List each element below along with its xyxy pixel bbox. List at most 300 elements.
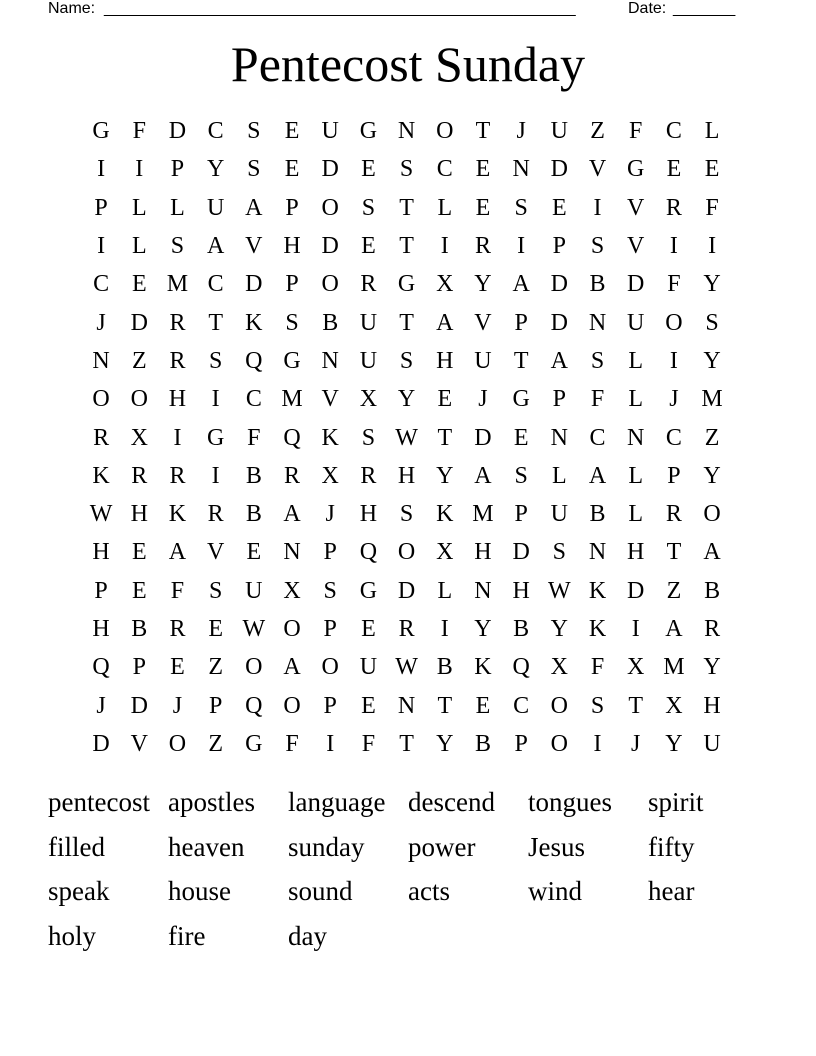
grid-letter[interactable]: Z xyxy=(208,654,223,681)
grid-letter[interactable]: O xyxy=(321,271,339,298)
grid-letter[interactable]: D xyxy=(397,577,416,604)
grid-letter[interactable]: N xyxy=(512,156,530,183)
grid-letter[interactable]: H xyxy=(627,539,645,566)
grid-letter[interactable]: L xyxy=(628,386,644,413)
grid-letter[interactable]: J xyxy=(669,386,679,413)
grid-letter[interactable]: E xyxy=(475,692,491,719)
grid-letter[interactable]: R xyxy=(704,616,721,642)
grid-letter[interactable]: Q xyxy=(283,424,301,451)
grid-letter[interactable]: B xyxy=(245,462,262,489)
grid-letter[interactable]: E xyxy=(131,539,147,566)
grid-letter[interactable]: J xyxy=(172,692,183,719)
grid-letter[interactable]: G xyxy=(359,118,378,145)
grid-letter[interactable]: B xyxy=(131,616,148,642)
grid-letter[interactable]: Y xyxy=(665,730,683,757)
grid-letter[interactable]: U xyxy=(703,730,721,757)
grid-letter[interactable]: P xyxy=(285,271,299,298)
grid-letter[interactable]: T xyxy=(437,424,453,451)
grid-letter[interactable]: P xyxy=(94,194,108,221)
grid-letter[interactable]: I xyxy=(135,156,144,183)
grid-letter[interactable]: L xyxy=(628,501,644,528)
grid-letter[interactable]: I xyxy=(173,424,182,451)
grid-letter[interactable]: K xyxy=(588,577,607,604)
grid-letter[interactable]: F xyxy=(629,118,643,145)
grid-letter[interactable]: S xyxy=(247,156,261,183)
grid-letter[interactable]: A xyxy=(474,462,492,489)
grid-letter[interactable]: D xyxy=(627,271,645,298)
date-field[interactable]: _______ xyxy=(673,0,736,17)
grid-row xyxy=(82,380,731,418)
grid-letter[interactable]: N xyxy=(397,118,416,145)
grid-letter[interactable]: E xyxy=(361,233,376,260)
grid-letter[interactable]: O xyxy=(703,501,721,528)
word-list-row xyxy=(48,869,768,914)
grid-letter[interactable]: X xyxy=(436,271,454,298)
grid-letter[interactable]: P xyxy=(285,194,299,221)
grid-letter[interactable]: A xyxy=(436,309,454,336)
grid-letter[interactable]: P xyxy=(552,233,567,260)
grid-letter[interactable]: S xyxy=(590,347,605,374)
grid-letter[interactable]: A xyxy=(245,194,263,221)
grid-letter[interactable]: K xyxy=(321,424,339,451)
grid-letter[interactable]: S xyxy=(399,501,414,528)
grid-letter[interactable]: O xyxy=(550,692,569,719)
name-field[interactable]: _____________________________________________________ xyxy=(104,0,576,17)
grid-letter[interactable]: K xyxy=(92,462,110,489)
grid-letter[interactable]: X xyxy=(627,654,645,681)
grid-letter[interactable]: R xyxy=(474,233,491,260)
grid-letter[interactable]: T xyxy=(399,730,414,757)
grid-letter[interactable]: A xyxy=(283,501,301,528)
grid-letter[interactable]: C xyxy=(436,156,453,183)
grid-letter[interactable]: G xyxy=(627,156,645,183)
grid-letter[interactable]: X xyxy=(550,654,569,681)
grid-letter[interactable]: C xyxy=(589,424,606,451)
grid-letter[interactable]: E xyxy=(361,692,376,719)
grid-letter[interactable]: H xyxy=(168,386,187,413)
grid-letter[interactable]: G xyxy=(206,424,225,451)
grid-letter[interactable]: S xyxy=(552,539,567,566)
grid-letter[interactable]: P xyxy=(514,730,528,757)
grid-letter[interactable]: A xyxy=(665,616,683,642)
grid-letter[interactable]: Y xyxy=(703,271,721,298)
grid-letter[interactable]: S xyxy=(514,462,528,489)
grid-letter[interactable]: L xyxy=(131,194,147,221)
grid-letter[interactable]: V xyxy=(474,309,492,336)
grid-letter[interactable]: P xyxy=(667,462,681,489)
grid-letter[interactable]: C xyxy=(665,424,682,451)
grid-letter[interactable]: D xyxy=(627,577,645,604)
grid-letter[interactable]: S xyxy=(323,577,337,604)
grid-letter[interactable]: W xyxy=(89,501,113,528)
grid-letter[interactable]: U xyxy=(321,118,339,145)
grid-letter[interactable]: Y xyxy=(436,462,454,489)
grid-letter[interactable]: X xyxy=(665,692,683,719)
grid-letter[interactable]: I xyxy=(97,156,106,183)
grid-letter[interactable]: I xyxy=(593,730,602,757)
grid-letter[interactable]: T xyxy=(628,692,644,719)
grid-letter[interactable]: E xyxy=(552,194,567,221)
word-list-item: house xyxy=(168,876,231,907)
grid-letter[interactable]: I xyxy=(708,233,717,260)
grid-letter[interactable]: S xyxy=(590,692,605,719)
grid-letter[interactable]: V xyxy=(130,730,148,757)
grid-letter[interactable]: J xyxy=(96,309,106,336)
grid-letter[interactable]: K xyxy=(168,501,187,528)
grid-letter[interactable]: E xyxy=(704,156,720,183)
grid-letter[interactable]: P xyxy=(552,386,567,413)
grid-letter[interactable]: X xyxy=(283,577,301,604)
grid-letter[interactable]: R xyxy=(398,616,415,642)
grid-letter[interactable]: N xyxy=(588,309,607,336)
grid-letter[interactable]: B xyxy=(589,501,606,528)
grid-letter[interactable]: R xyxy=(665,501,682,528)
grid-letter[interactable]: O xyxy=(168,730,187,757)
grid-letter[interactable]: I xyxy=(211,462,220,489)
grid-letter[interactable]: M xyxy=(701,386,723,413)
grid-letter[interactable]: R xyxy=(207,501,224,528)
grid-letter[interactable]: J xyxy=(631,730,641,757)
grid-letter[interactable]: D xyxy=(550,271,569,298)
grid-letter[interactable]: O xyxy=(321,194,339,221)
word-list-row xyxy=(48,825,768,870)
grid-letter[interactable]: S xyxy=(361,424,376,451)
grid-letter[interactable]: K xyxy=(588,616,607,642)
grid-letter[interactable]: T xyxy=(513,347,529,374)
grid-letter[interactable]: L xyxy=(628,462,644,489)
grid-letter[interactable]: I xyxy=(440,233,449,260)
grid-letter[interactable]: S xyxy=(590,233,605,260)
grid-letter[interactable]: R xyxy=(169,347,186,374)
grid-letter[interactable]: M xyxy=(166,271,189,298)
grid-letter[interactable]: C xyxy=(207,118,224,145)
grid-letter[interactable]: H xyxy=(474,539,492,566)
grid-letter[interactable]: H xyxy=(92,539,110,566)
grid-letter[interactable]: Q xyxy=(512,654,530,681)
grid-letter[interactable]: C xyxy=(513,692,530,719)
grid-letter[interactable]: U xyxy=(359,347,378,374)
word-list-item: language xyxy=(288,787,386,818)
grid-letter[interactable]: M xyxy=(281,386,303,413)
grid-letter[interactable]: S xyxy=(705,309,719,336)
grid-letter[interactable]: Y xyxy=(436,730,454,757)
grid-letter[interactable]: I xyxy=(631,616,640,642)
grid-letter[interactable]: S xyxy=(208,577,223,604)
grid-letter[interactable]: R xyxy=(360,271,377,298)
grid-letter[interactable]: C xyxy=(207,271,224,298)
grid-letter[interactable]: L xyxy=(628,347,644,374)
grid-letter[interactable]: X xyxy=(436,539,454,566)
grid-letter[interactable]: J xyxy=(516,118,526,145)
grid-letter[interactable]: D xyxy=(168,118,187,145)
grid-letter[interactable]: A xyxy=(206,233,225,260)
grid-letter[interactable]: D xyxy=(321,156,339,183)
grid-letter[interactable]: Z xyxy=(131,347,147,374)
grid-letter[interactable]: G xyxy=(512,386,530,413)
grid-letter[interactable]: O xyxy=(283,616,301,642)
grid-letter[interactable]: B xyxy=(704,577,721,604)
grid-letter[interactable]: V xyxy=(627,233,645,260)
grid-letter[interactable]: T xyxy=(399,194,414,221)
grid-letter[interactable]: H xyxy=(283,233,301,260)
grid-letter[interactable]: I xyxy=(669,347,678,374)
grid-letter[interactable]: V xyxy=(588,156,607,183)
grid-letter[interactable]: E xyxy=(437,386,453,413)
grid-letter[interactable]: X xyxy=(130,424,148,451)
grid-letter[interactable]: F xyxy=(590,654,605,681)
grid-letter[interactable]: D xyxy=(92,730,110,757)
grid-letter[interactable]: T xyxy=(399,309,414,336)
grid-letter[interactable]: U xyxy=(245,577,263,604)
grid-letter[interactable]: P xyxy=(94,577,108,604)
grid-letter[interactable]: I xyxy=(669,233,678,260)
grid-letter[interactable]: B xyxy=(474,730,491,757)
grid-letter[interactable]: Z xyxy=(704,424,720,451)
grid-letter[interactable]: R xyxy=(131,462,148,489)
grid-letter[interactable]: O xyxy=(397,539,416,566)
grid-letter[interactable]: W xyxy=(395,654,418,681)
grid-letter[interactable]: K xyxy=(245,309,263,336)
grid-letter[interactable]: O xyxy=(550,730,569,757)
grid-letter[interactable]: M xyxy=(472,501,494,528)
grid-letter[interactable]: D xyxy=(550,156,569,183)
grid-letter[interactable]: P xyxy=(514,309,528,336)
grid-letter[interactable]: L xyxy=(131,233,147,260)
grid-letter[interactable]: T xyxy=(208,309,223,336)
grid-letter[interactable]: Y xyxy=(397,386,416,413)
grid-letter[interactable]: A xyxy=(550,347,569,374)
grid-letter[interactable]: G xyxy=(283,347,301,374)
grid-letter[interactable]: U xyxy=(359,309,378,336)
grid-letter[interactable]: G xyxy=(92,118,110,145)
grid-letter[interactable]: I xyxy=(593,194,602,221)
grid-letter[interactable]: V xyxy=(206,539,225,566)
grid-letter[interactable]: U xyxy=(474,347,492,374)
grid-letter[interactable]: G xyxy=(245,730,263,757)
grid-letter[interactable]: A xyxy=(703,539,721,566)
grid-letter[interactable]: A xyxy=(588,462,607,489)
grid-letter[interactable]: L xyxy=(170,194,185,221)
grid-letter[interactable]: E xyxy=(208,616,223,642)
grid-letter[interactable]: W xyxy=(242,616,266,642)
grid-letter[interactable]: F xyxy=(247,424,261,451)
grid-letter[interactable]: R xyxy=(169,462,186,489)
grid-letter[interactable]: Y xyxy=(550,616,569,642)
grid-letter[interactable]: I xyxy=(440,616,449,642)
grid-letter[interactable]: O xyxy=(92,386,110,413)
grid-letter[interactable]: Y xyxy=(703,347,721,374)
grid-letter[interactable]: Z xyxy=(208,730,223,757)
grid-letter[interactable]: H xyxy=(397,462,416,489)
grid-letter[interactable]: S xyxy=(285,309,299,336)
grid-letter[interactable]: O xyxy=(321,654,339,681)
grid-letter[interactable]: V xyxy=(245,233,263,260)
grid-letter[interactable]: E xyxy=(131,271,147,298)
grid-letter[interactable]: D xyxy=(512,539,530,566)
grid-letter[interactable]: U xyxy=(359,654,378,681)
grid-letter[interactable]: I xyxy=(211,386,220,413)
grid-letter[interactable]: E xyxy=(246,539,262,566)
grid-letter[interactable]: Y xyxy=(474,616,492,642)
grid-letter[interactable]: O xyxy=(130,386,148,413)
grid-letter[interactable]: K xyxy=(474,654,492,681)
grid-letter[interactable]: J xyxy=(96,692,106,719)
grid-letter[interactable]: N xyxy=(550,424,569,451)
grid-letter[interactable]: S xyxy=(208,347,223,374)
grid-letter[interactable]: L xyxy=(437,577,453,604)
grid-letter[interactable]: E xyxy=(284,156,300,183)
grid-letter[interactable]: P xyxy=(170,156,185,183)
grid-letter[interactable]: D xyxy=(474,424,492,451)
grid-letter[interactable]: L xyxy=(437,194,453,221)
grid-letter[interactable]: H xyxy=(703,692,721,719)
grid-row xyxy=(82,533,731,571)
grid-letter[interactable]: F xyxy=(170,577,185,604)
grid-letter[interactable]: R xyxy=(284,462,301,489)
grid-letter[interactable]: F xyxy=(285,730,299,757)
grid-letter[interactable]: O xyxy=(665,309,683,336)
grid-letter[interactable]: N xyxy=(321,347,339,374)
grid-letter[interactable]: F xyxy=(361,730,376,757)
grid-letter[interactable]: E xyxy=(666,156,682,183)
grid-letter[interactable]: F xyxy=(667,271,681,298)
grid-letter[interactable]: R xyxy=(360,462,377,489)
grid-letter[interactable]: S xyxy=(361,194,376,221)
grid-letter[interactable]: B xyxy=(589,271,606,298)
grid-row xyxy=(82,150,731,188)
grid-letter[interactable]: S xyxy=(399,347,414,374)
grid-letter[interactable]: M xyxy=(663,654,685,681)
grid-letter[interactable]: E xyxy=(131,577,147,604)
grid-letter[interactable]: E xyxy=(475,194,491,221)
grid-letter[interactable]: Y xyxy=(474,271,492,298)
grid-letter[interactable]: J xyxy=(325,501,335,528)
grid-letter[interactable]: Q xyxy=(245,692,263,719)
grid-letter[interactable]: F xyxy=(132,118,146,145)
grid-letter[interactable]: C xyxy=(665,118,682,145)
grid-letter[interactable]: S xyxy=(399,156,414,183)
grid-letter[interactable]: N xyxy=(627,424,645,451)
grid-letter[interactable]: N xyxy=(397,692,416,719)
grid-letter[interactable]: P xyxy=(323,616,337,642)
grid-letter[interactable]: C xyxy=(93,271,110,298)
grid-letter[interactable]: H xyxy=(130,501,148,528)
grid-letter[interactable]: Z xyxy=(590,118,605,145)
grid-letter[interactable]: N xyxy=(588,539,607,566)
grid-letter[interactable]: F xyxy=(590,386,605,413)
grid-letter[interactable]: E xyxy=(361,156,376,183)
grid-letter[interactable]: O xyxy=(245,654,263,681)
grid-letter[interactable]: L xyxy=(552,462,567,489)
grid-letter[interactable]: V xyxy=(627,194,645,221)
grid-letter[interactable]: N xyxy=(283,539,301,566)
grid-letter[interactable]: B xyxy=(513,616,530,642)
grid-letter[interactable]: N xyxy=(474,577,492,604)
grid-letter[interactable]: E xyxy=(284,118,300,145)
grid-letter[interactable]: E xyxy=(170,654,185,681)
grid-letter[interactable]: F xyxy=(705,194,719,221)
grid-letter[interactable]: O xyxy=(283,692,301,719)
grid-letter[interactable]: I xyxy=(97,233,106,260)
grid-letter[interactable]: S xyxy=(247,118,261,145)
grid-letter[interactable]: I xyxy=(517,233,526,260)
grid-letter[interactable]: W xyxy=(395,424,418,451)
grid-letter[interactable]: A xyxy=(512,271,530,298)
grid-letter[interactable]: N xyxy=(92,347,110,374)
grid-letter[interactable]: H xyxy=(92,616,110,642)
grid-row xyxy=(82,189,731,227)
grid-letter[interactable]: Q xyxy=(359,539,378,566)
grid-letter[interactable]: Q xyxy=(245,347,263,374)
word-list-item: descend xyxy=(408,787,495,818)
grid-letter[interactable]: P xyxy=(514,501,528,528)
grid-letter[interactable]: R xyxy=(169,309,186,336)
grid-letter[interactable]: U xyxy=(550,118,569,145)
grid-letter[interactable]: P xyxy=(323,692,337,719)
grid-letter[interactable]: U xyxy=(206,194,225,221)
grid-letter[interactable]: X xyxy=(321,462,339,489)
grid-letter[interactable]: U xyxy=(627,309,645,336)
grid-letter[interactable]: D xyxy=(130,692,148,719)
grid-letter[interactable]: A xyxy=(283,654,301,681)
grid-letter[interactable]: W xyxy=(548,577,571,604)
grid-letter[interactable]: L xyxy=(704,118,720,145)
grid-letter[interactable]: J xyxy=(478,386,488,413)
grid-letter[interactable]: G xyxy=(359,577,378,604)
grid-letter[interactable]: V xyxy=(321,386,339,413)
grid-letter[interactable]: T xyxy=(437,692,453,719)
grid-letter[interactable]: R xyxy=(665,194,682,221)
grid-letter[interactable]: E xyxy=(513,424,529,451)
grid-letter[interactable]: X xyxy=(359,386,378,413)
grid-letter[interactable]: E xyxy=(361,616,376,642)
grid-letter[interactable]: P xyxy=(132,654,146,681)
grid-letter[interactable]: B xyxy=(436,654,453,681)
grid-letter[interactable]: I xyxy=(326,730,335,757)
grid-letter[interactable]: E xyxy=(475,156,491,183)
grid-letter[interactable]: B xyxy=(245,501,262,528)
grid-letter[interactable]: O xyxy=(436,118,454,145)
grid-letter[interactable]: T xyxy=(399,233,414,260)
grid-letter[interactable]: S xyxy=(514,194,528,221)
grid-letter[interactable]: D xyxy=(130,309,148,336)
grid-letter[interactable]: S xyxy=(170,233,185,260)
grid-letter[interactable]: P xyxy=(208,692,223,719)
grid-letter[interactable]: A xyxy=(168,539,187,566)
grid-letter[interactable]: Q xyxy=(92,654,110,681)
grid-letter[interactable]: T xyxy=(475,118,491,145)
grid-letter[interactable]: U xyxy=(550,501,569,528)
grid-letter[interactable]: H xyxy=(359,501,378,528)
grid-letter[interactable]: C xyxy=(245,386,262,413)
grid-letter[interactable]: R xyxy=(93,424,110,451)
grid-letter[interactable]: Y xyxy=(206,156,225,183)
grid-letter[interactable]: Y xyxy=(703,654,721,681)
grid-letter[interactable]: K xyxy=(436,501,454,528)
grid-letter[interactable]: P xyxy=(323,539,337,566)
grid-letter[interactable]: T xyxy=(666,539,682,566)
grid-letter[interactable]: D xyxy=(321,233,339,260)
grid-letter[interactable]: D xyxy=(550,309,569,336)
grid-letter[interactable]: G xyxy=(397,271,416,298)
grid-letter[interactable]: D xyxy=(245,271,263,298)
grid-letter[interactable]: Z xyxy=(666,577,682,604)
grid-letter[interactable]: Y xyxy=(703,462,721,489)
grid-letter[interactable]: H xyxy=(512,577,530,604)
grid-letter[interactable]: R xyxy=(169,616,186,642)
grid-letter[interactable]: B xyxy=(322,309,339,336)
grid-letter[interactable]: H xyxy=(436,347,454,374)
